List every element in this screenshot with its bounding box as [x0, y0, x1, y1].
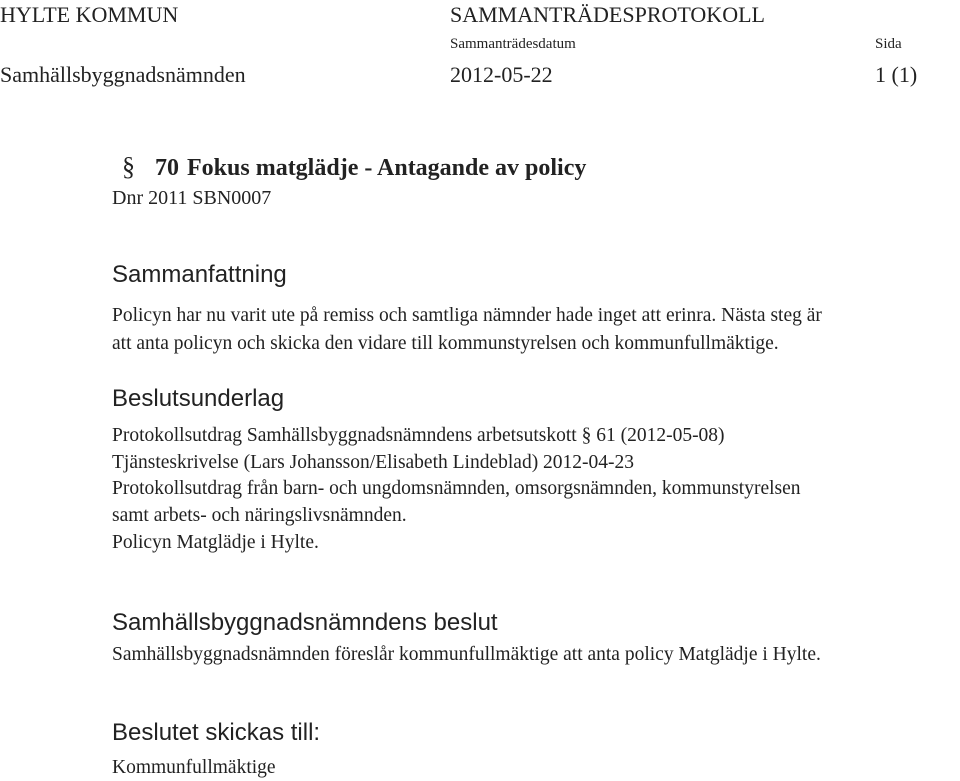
date-label: Sammanträdesdatum: [450, 36, 576, 52]
basis-line: Protokollsutdrag från barn- och ungdomsnämnden, omsorgsnämnden, kommunstyrelsen: [112, 478, 801, 499]
basis-line: Tjänsteskrivelse (Lars Johansson/Elisabeth Lindeblad) 2012-04-23: [112, 452, 635, 473]
summary-line: Policyn har nu varit ute på remiss och samtliga nämnder hade inget att erinra. Nästa steg är: [112, 305, 822, 326]
paragraph-symbol: §: [122, 152, 135, 181]
page-number: 1 (1): [875, 62, 918, 87]
basis-line: samt arbets- och näringslivsnämnden.: [112, 505, 407, 526]
meeting-date: 2012-05-22: [450, 62, 553, 87]
sent-to-recipient: Kommunfullmäktige: [112, 757, 276, 778]
document-type: SAMMANTRÄDESPROTOKOLL: [450, 2, 765, 27]
sent-to-heading: Beslutet skickas till:: [112, 719, 321, 746]
section-title-text: Fokus matglädje - Antagande av policy: [187, 155, 587, 181]
decision-heading: Samhällsbyggnadsnämndens beslut: [112, 609, 498, 636]
diary-number: Dnr 2011 SBN0007: [112, 187, 272, 209]
summary-heading: Sammanfattning: [112, 261, 287, 288]
summary-line: att anta policyn och skicka den vidare till kommunstyrelsen och kommunfullmäktige.: [112, 333, 779, 354]
basis-line: Policyn Matglädje i Hylte.: [112, 532, 319, 553]
municipality-name: HYLTE KOMMUN: [0, 2, 179, 27]
decision-text: Samhällsbyggnadsnämnden föreslår kommunfullmäktige att anta policy Matglädje i Hylte.: [112, 644, 821, 665]
section-number: 70: [155, 155, 179, 181]
page-label: Sida: [875, 36, 902, 52]
basis-heading: Beslutsunderlag: [112, 385, 285, 412]
section-title: [122, 152, 586, 183]
committee-name: Samhällsbyggnadsnämnden: [0, 62, 246, 87]
basis-line: Protokollsutdrag Samhällsbyggnadsnämndens arbetsutskott § 61 (2012-05-08): [112, 425, 725, 446]
